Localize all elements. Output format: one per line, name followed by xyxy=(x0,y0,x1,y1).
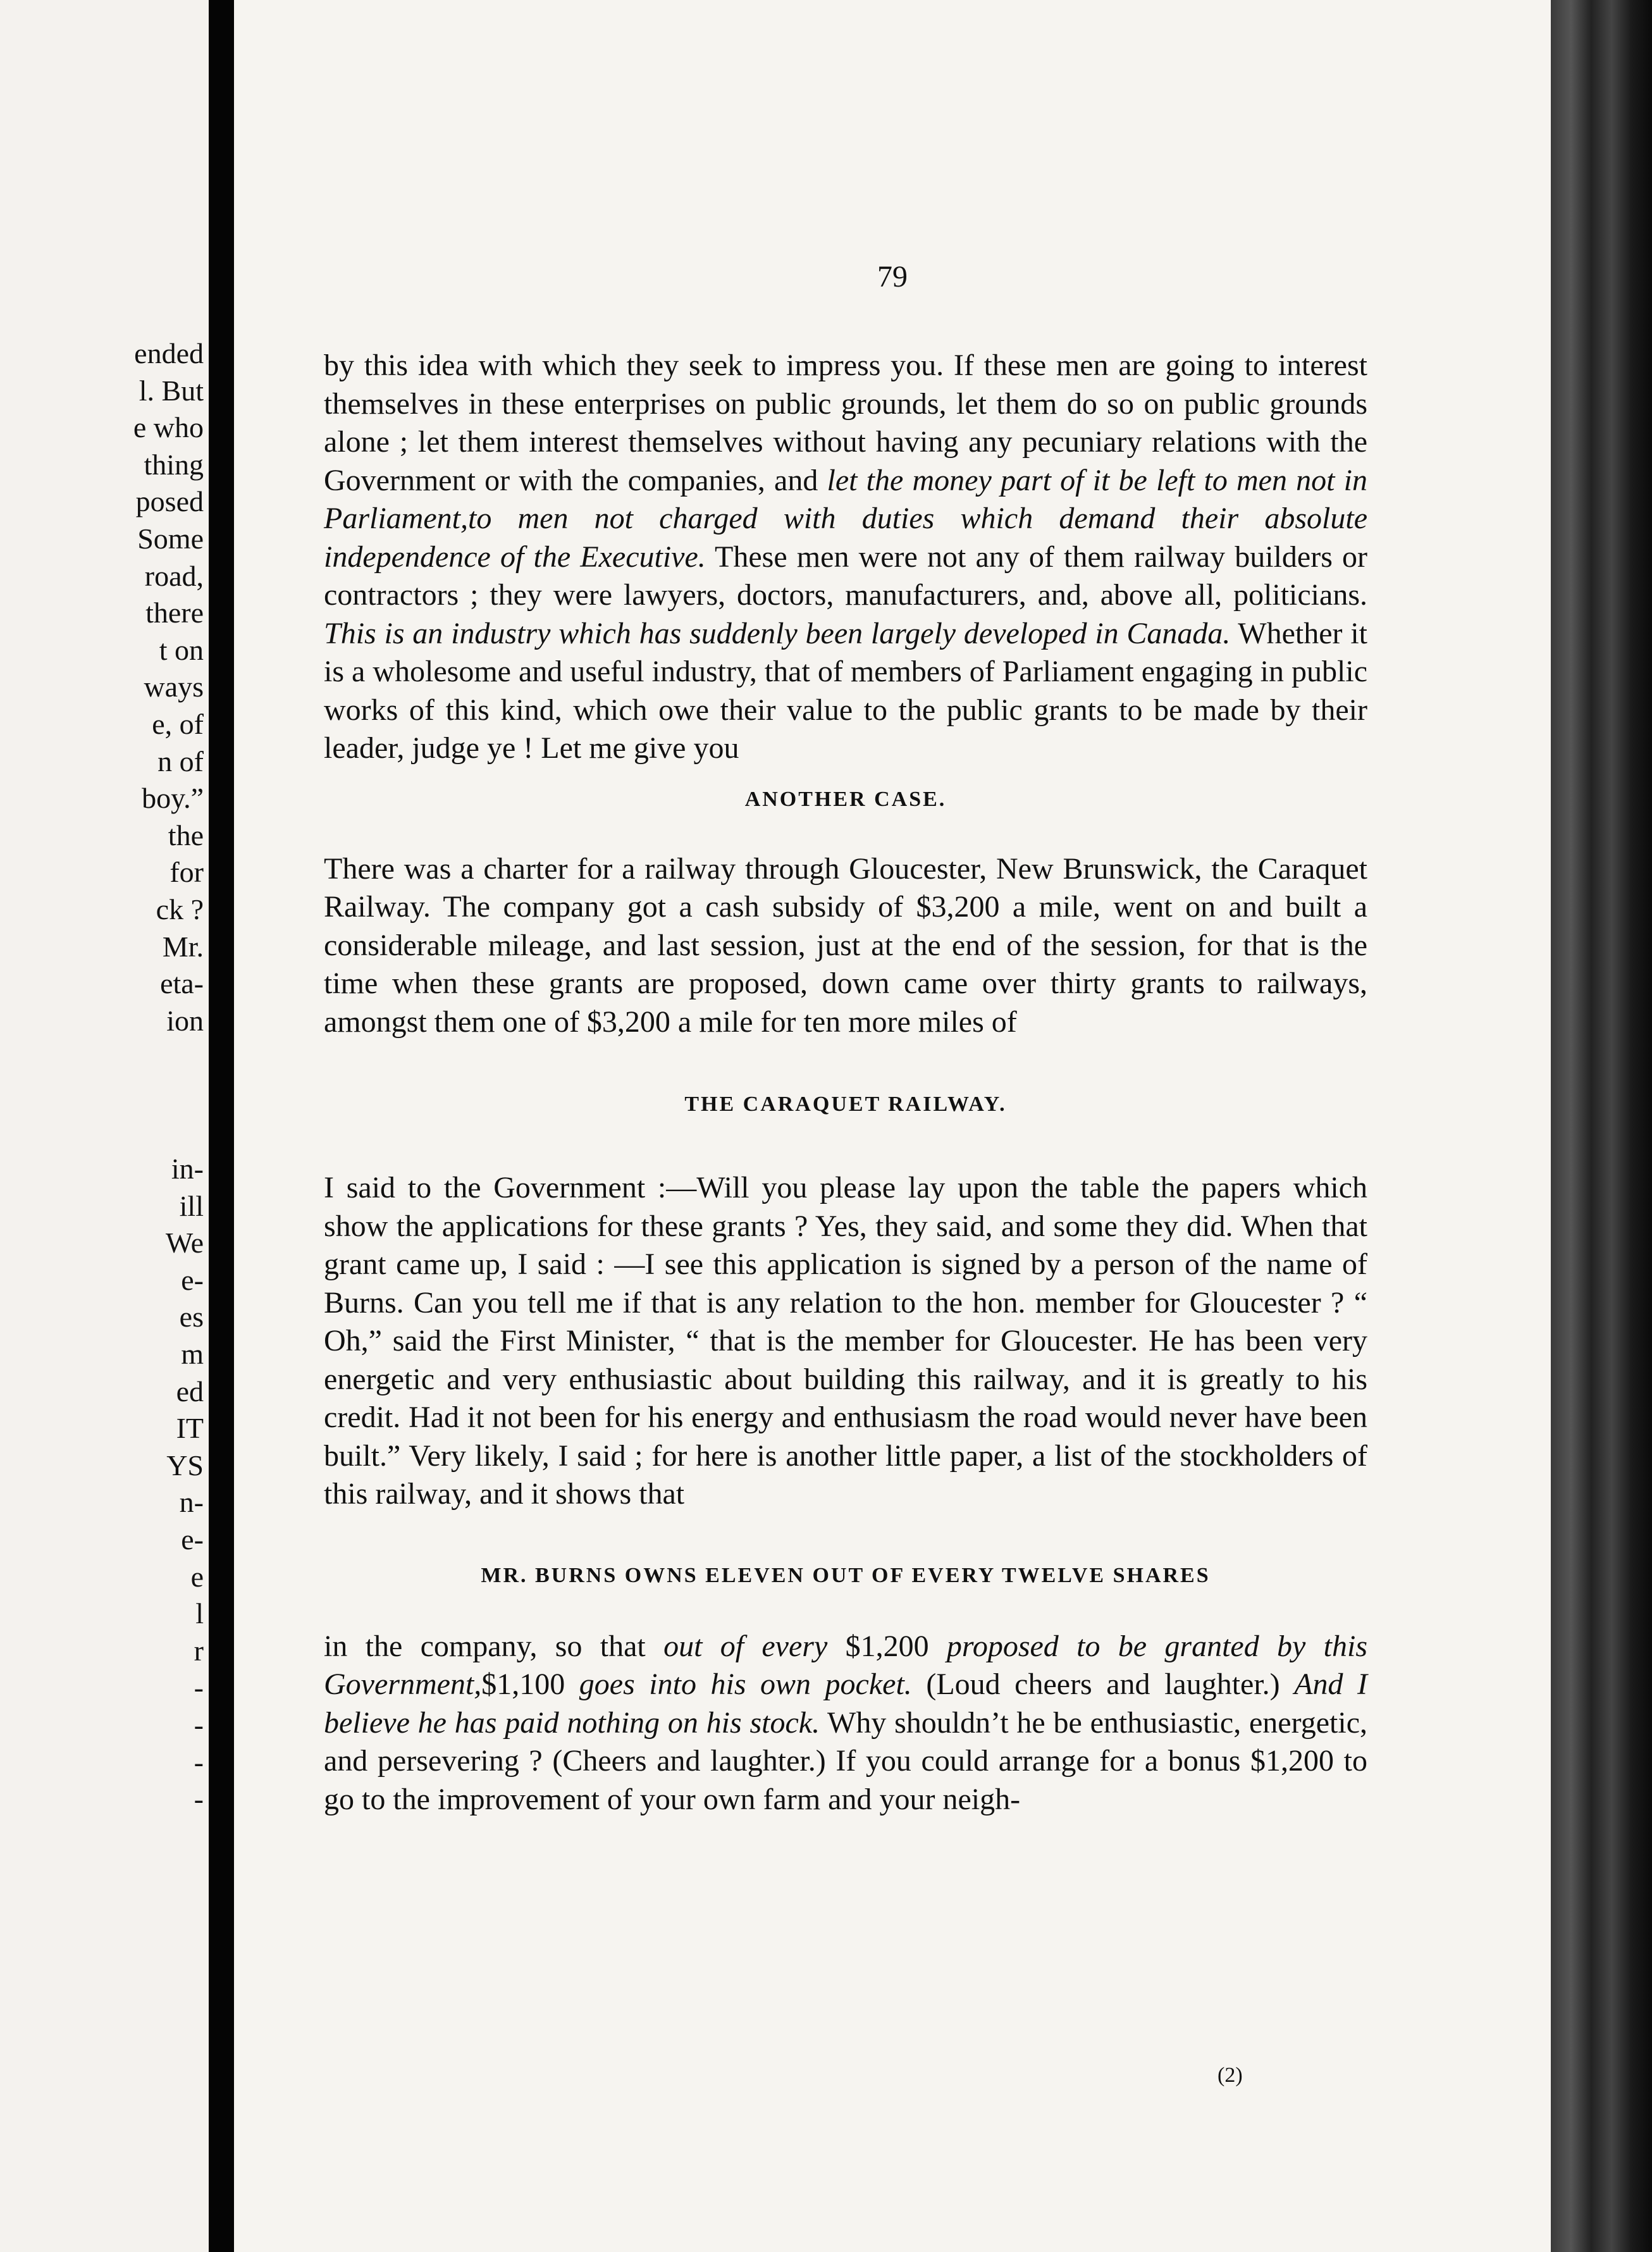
left-fragment: r xyxy=(194,1634,204,1667)
left-fragment: posed xyxy=(135,485,204,518)
left-fragment: e who xyxy=(133,411,204,444)
left-fragment: l xyxy=(195,1597,204,1630)
left-fragment: eta- xyxy=(160,967,204,1000)
book-page-edges xyxy=(1551,0,1652,2252)
paragraph-4-text-4: (Loud cheers and laughter.) xyxy=(911,1667,1295,1701)
left-fragment: YS xyxy=(166,1449,204,1482)
left-fragment: n of xyxy=(157,745,204,777)
left-fragment: e, of xyxy=(152,707,204,740)
left-fragment: t on xyxy=(159,633,204,666)
left-fragment: road, xyxy=(144,559,204,592)
left-fragment xyxy=(133,1113,204,1151)
left-fragment xyxy=(133,1039,204,1077)
paragraph-4-text-5: Why shouldn’t he be enthusiastic, energetic, and persevering ? (Cheers and laughter.) If you could arrange for a bonus $1,200 to go to the improvement of your own farm and your neigh- xyxy=(324,1705,1368,1816)
book-gutter xyxy=(209,0,234,2252)
left-fragment: - xyxy=(194,1745,204,1778)
left-fragment: ed xyxy=(176,1375,204,1408)
left-fragment: We xyxy=(165,1227,204,1259)
left-fragment: ill xyxy=(179,1189,204,1222)
left-fragment: there xyxy=(145,597,204,629)
paragraph-3: I said to the Government :—Will you please lay upon the table the papers which show the applications for these grants ? Yes, they said, and some they did. When that grant came up, I said : —I see this application is signed by a person of the name of Burns. Can you tell me if that is any relation to the hon. member for Gloucester ? “ Oh,” said the First Minister, “ that is the member for Gloucester. He has been very energetic and very enthusiastic about building this railway, and it is greatly to his credit. Had it not been for his energy and enthusiasm the road would never have been built.” Very likely, I said ; for here is another little paper, a list of the stockholders of this railway, and it shows that xyxy=(324,1171,1367,1511)
paragraph-1-text-1: by this idea with which they seek to impress you. If these men are going to interest themselves in these enterprises on public grounds, let them do so on public grounds alone ; let them interest themselves without having any pecuniary relations with the Government or with the companies, and xyxy=(324,349,1367,497)
paragraph-4-text-3: $1,100 xyxy=(481,1667,579,1701)
paragraph-4-italic-4: And I believe he has paid nothing on his stock. xyxy=(324,1667,1368,1740)
paragraph-1 xyxy=(324,347,1367,768)
left-fragment: m xyxy=(181,1338,204,1371)
left-fragment: IT xyxy=(176,1412,204,1445)
left-fragment: ended xyxy=(134,337,204,369)
main-page xyxy=(234,0,1551,2252)
paragraph-1-italic-2: This is an industry which has suddenly been largely developed in Canada. xyxy=(324,616,1231,650)
heading-another-case: ANOTHER CASE. xyxy=(744,787,947,811)
signature-mark: (2) xyxy=(1217,2063,1243,2087)
left-fragment: - xyxy=(194,1783,204,1816)
left-fragment: Mr. xyxy=(162,930,204,963)
paragraph-1-italic-1: let the money part of it be left to men not in Parliament,to men not charged with duties which demand their absolute independence of the Executive. xyxy=(324,463,1367,574)
paragraph-4-italic-2: proposed to be granted by this Government, xyxy=(324,1629,1368,1701)
paragraph-4 xyxy=(324,1628,1367,1819)
left-fragment: Some xyxy=(137,522,204,555)
left-fragment: n- xyxy=(179,1486,204,1519)
left-facing-page xyxy=(0,0,209,2252)
page-number: 79 xyxy=(877,260,908,294)
left-fragment: ion xyxy=(166,1004,204,1037)
left-fragment: e xyxy=(190,1560,204,1593)
left-fragment: in- xyxy=(171,1153,204,1185)
left-fragment: l. But xyxy=(139,374,204,407)
paragraph-4-italic-3: goes into his own pocket. xyxy=(579,1667,912,1701)
paragraph-1-text-3: Whether it is a wholesome and useful industry, that of members of Parliament engaging in public works of this kind, which owe their value to the public grants to be made by their leader, judge ye ! Let me give you xyxy=(324,616,1368,765)
left-fragment: for xyxy=(170,856,204,889)
left-fragment: - xyxy=(194,1671,204,1704)
left-fragment: ways xyxy=(144,671,204,703)
heading-caraquet-railway: THE CARAQUET RAILWAY. xyxy=(684,1092,1007,1116)
left-fragment: - xyxy=(194,1708,204,1741)
left-fragment: ck ? xyxy=(156,893,204,925)
left-fragment: the xyxy=(168,819,204,851)
heading-mr-burns-shares: MR. BURNS OWNS ELEVEN OUT OF EVERY TWELVE SHARES xyxy=(481,1563,1211,1587)
left-fragment: e- xyxy=(181,1523,204,1556)
page-body xyxy=(324,266,1367,1819)
paragraph-4-text-2: $1,200 xyxy=(827,1629,947,1663)
paragraph-4-text-1: in the company, so that xyxy=(324,1629,664,1663)
paragraph-4-italic-1: out of every xyxy=(663,1629,828,1663)
paragraph-2: There was a charter for a railway through Gloucester, New Brunswick, the Caraquet Railway. The company got a cash subsidy of $3,200 a mile, went on and built a considerable mileage, and last session, just at the end of the session, for that is the time when these grants are proposed, down came over thirty grants to railways, amongst them one of $3,200 a mile for ten more miles of xyxy=(324,851,1367,1039)
left-fragment: es xyxy=(179,1301,204,1333)
left-fragment: e- xyxy=(181,1263,204,1296)
left-fragment xyxy=(133,1077,204,1114)
paragraph-1-text-2: These men were not any of them railway builders or contractors ; they were lawyers, doctors, manufacturers, and, above all, politicians. xyxy=(324,540,1367,612)
left-fragment: thing xyxy=(144,448,204,481)
left-fragment: boy.” xyxy=(142,782,204,815)
left-page-text-fragments xyxy=(133,335,204,1818)
